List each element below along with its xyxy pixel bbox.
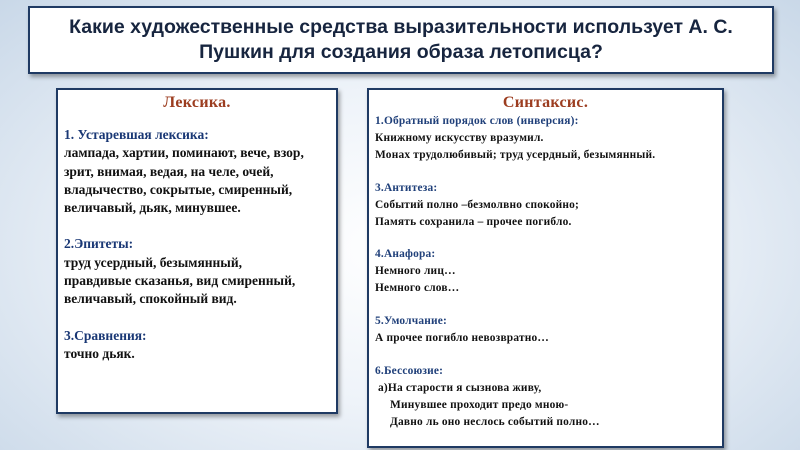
syntax-section-title: 5.Умолчание: (375, 315, 448, 328)
syntax-line: Монах трудолюбивый; труд усердный, безымянный. (375, 148, 656, 161)
syntax-line: Событий полно –безмолвно спокойно; (375, 198, 580, 211)
lexics-line: труд усердный, безымянный, (64, 254, 242, 270)
lexics-line: зрит, внимая, ведая, на челе, очей, (64, 163, 274, 179)
slide-title-line2: Пушкин для создания образа летописца? (199, 41, 603, 63)
syntax-section-title: 1.Обратный порядок слов (инверсия): (375, 115, 579, 127)
syntax-content (369, 112, 722, 431)
lexics-section-title: 2.Эпитеты: (64, 236, 134, 252)
syntax-line: Книжному искусству вразумил. (375, 131, 544, 144)
syntax-line: А прочее погибло невозвратно… (375, 332, 549, 345)
syntax-section-title: 6.Бессоюзие: (375, 364, 444, 377)
lexics-panel (56, 88, 338, 414)
syntax-section-title: 4.Анафора: (375, 248, 436, 261)
syntax-line: Давно ль оно неслось событий полно… (390, 415, 600, 428)
syntax-line: Минувшее проходит предо мною- (390, 398, 569, 411)
syntax-line: Немного лиц… (375, 265, 456, 278)
lexics-line: величавый, спокойный вид. (64, 291, 237, 307)
slide-title (28, 6, 774, 74)
lexics-section-title: 3.Сравнения: (64, 327, 147, 343)
lexics-line: точно дьяк. (64, 345, 135, 361)
syntax-panel (367, 88, 724, 448)
lexics-line: величавый, дьяк, минувшее. (64, 200, 241, 216)
lexics-heading: Лексика. (163, 94, 231, 111)
lexics-content (58, 112, 336, 363)
syntax-line: Память сохранила – прочее погибло. (375, 215, 572, 228)
slide-title-line1: Какие художественные средства выразительности использует А. С. (69, 16, 733, 38)
lexics-line: владычество, сокрытые, смиренный, (64, 181, 293, 197)
syntax-heading: Синтаксис. (502, 94, 589, 111)
lexics-line: правдивые сказанья, вид смиренный, (64, 273, 296, 289)
syntax-section-title: 3.Антитеза: (375, 181, 438, 194)
lexics-section-title: 1. Устаревшая лексика: (64, 127, 209, 142)
syntax-line: Немного слов… (375, 282, 460, 295)
lexics-line: лампада, хартии, поминают, вече, взор, (64, 145, 304, 161)
syntax-line: а)На старости я сызнова живу, (378, 381, 542, 394)
